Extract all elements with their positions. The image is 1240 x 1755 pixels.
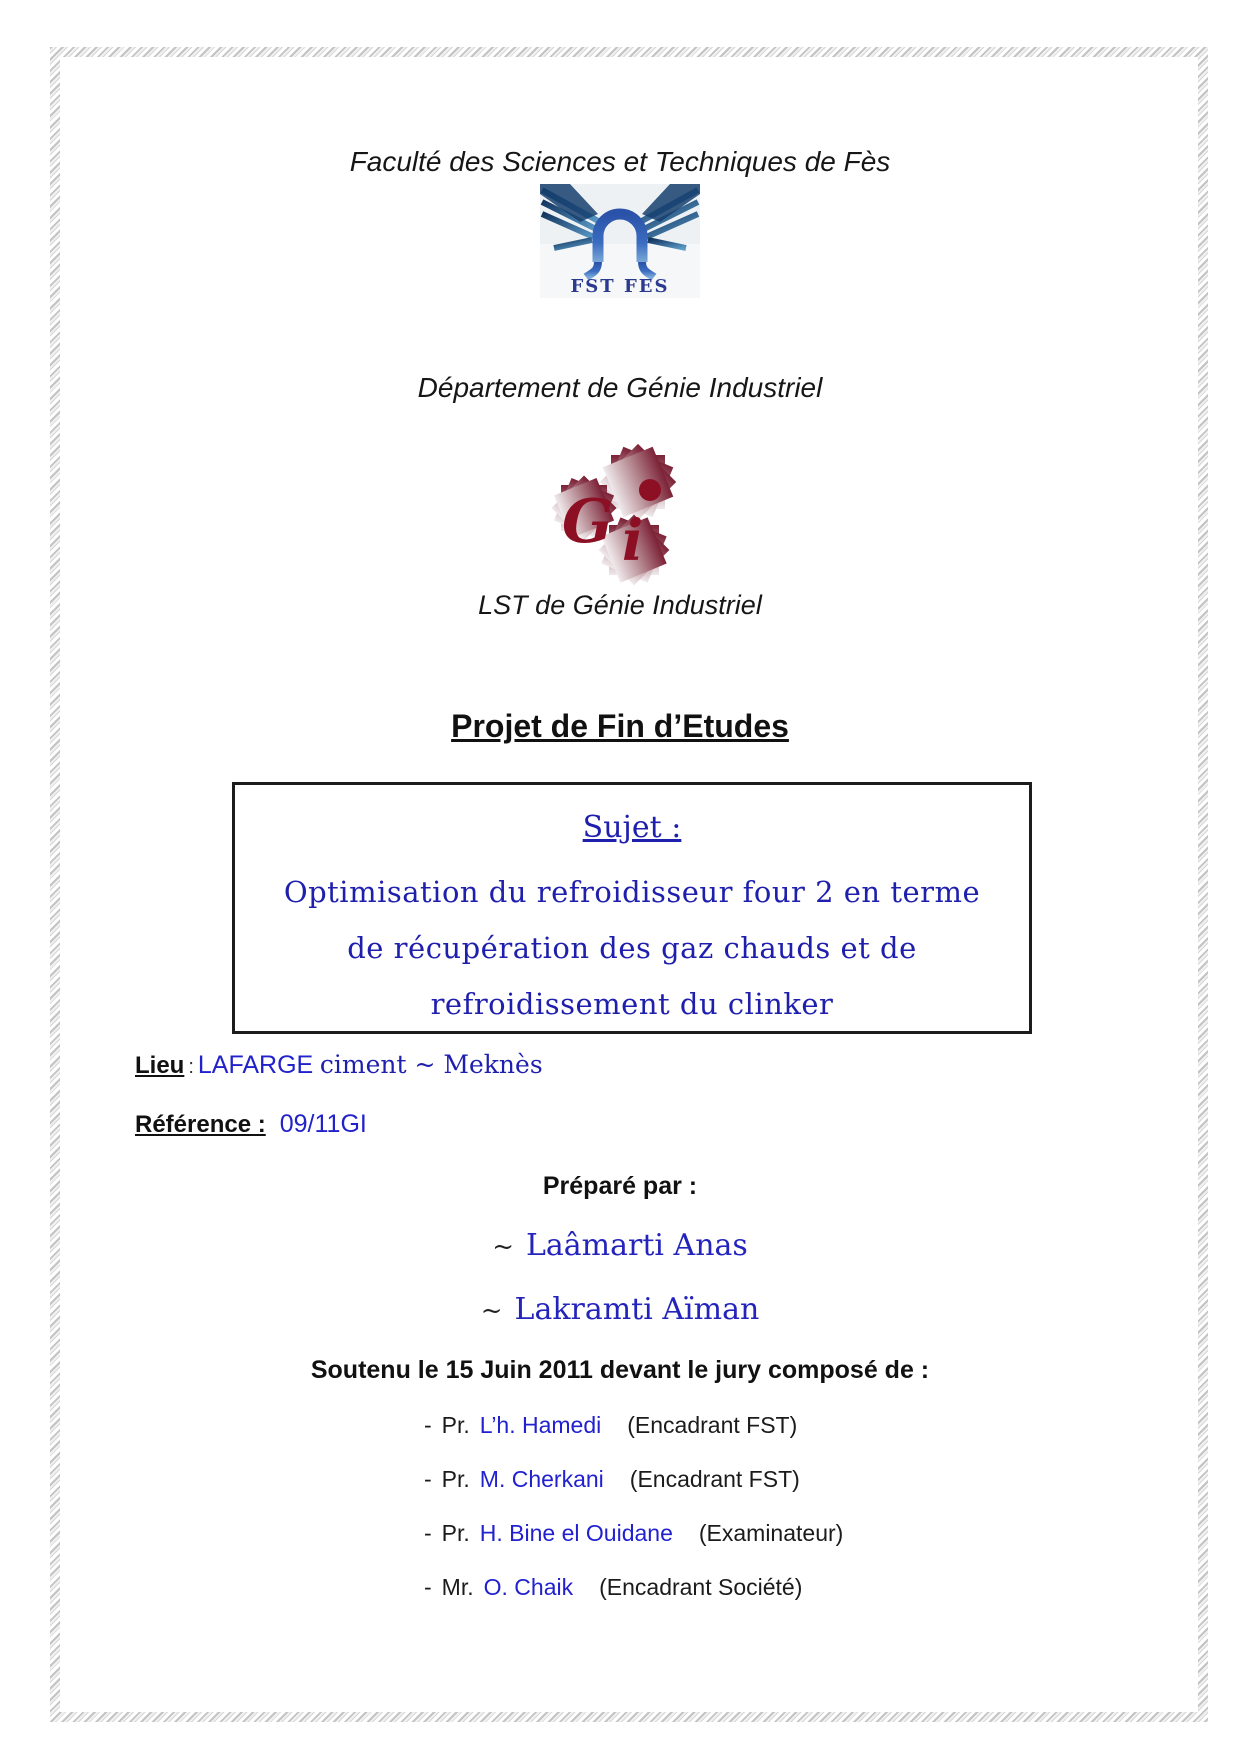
jury-member-1-name: L’h. Hamedi xyxy=(479,1412,602,1438)
jury-member-2-role: (Encadrant FST) xyxy=(629,1466,800,1492)
jury-member-3-name: H. Bine el Ouidane xyxy=(479,1520,673,1546)
author-2-bullet: ~ xyxy=(480,1296,503,1326)
prepared-by-label: Préparé par : xyxy=(542,1172,698,1200)
location-line xyxy=(135,1050,543,1080)
reference-label: Référence : xyxy=(135,1111,266,1138)
author-1 xyxy=(0,1228,1240,1263)
jury-member-4-title: Mr. xyxy=(441,1574,474,1600)
subject-label: Sujet : xyxy=(582,810,682,845)
gi-logo-icon xyxy=(548,438,688,586)
program-title: LST de Génie Industriel xyxy=(478,590,762,620)
fst-logo-text: FST FES xyxy=(570,276,670,297)
jury-member-3-role: (Examinateur) xyxy=(698,1520,844,1546)
jury-member-2-name: M. Cherkani xyxy=(479,1466,604,1492)
jury-member-2-title: Pr. xyxy=(441,1466,470,1492)
subject-line-2: de récupération des gaz chauds et de xyxy=(347,931,917,965)
jury-member-2 xyxy=(424,1466,843,1520)
location-label: Lieu xyxy=(135,1052,185,1079)
faculty-title: Faculté des Sciences et Techniques de Fès xyxy=(349,146,891,177)
reference-line xyxy=(135,1110,367,1139)
gi-letter-i-dot xyxy=(639,479,661,501)
fst-fes-logo-icon xyxy=(540,184,700,298)
jury-member-3-dash: - xyxy=(424,1520,432,1546)
jury-member-1-title: Pr. xyxy=(441,1412,470,1438)
author-1-name: Laâmarti Anas xyxy=(525,1228,748,1263)
fst-fes-logo xyxy=(540,184,700,303)
jury-member-2-dash: - xyxy=(424,1466,432,1492)
department-title: Département de Génie Industriel xyxy=(417,372,823,403)
gi-logo xyxy=(548,438,688,591)
subject-line-1: Optimisation du refroidisseur four 2 en terme xyxy=(283,875,981,909)
jury-member-4-name: O. Chaik xyxy=(483,1574,574,1600)
jury-member-4-role: (Encadrant Société) xyxy=(599,1574,803,1600)
subject-box xyxy=(232,782,1032,1034)
location-colon: : xyxy=(188,1056,194,1078)
location-detail: ciment ~ Meknès xyxy=(319,1050,543,1079)
jury-intro: Soutenu le 15 Juin 2011 devant le jury composé de : xyxy=(310,1356,930,1384)
author-2-name: Lakramti Aïman xyxy=(514,1292,760,1327)
gi-letter-i: i xyxy=(622,508,644,574)
author-2 xyxy=(0,1292,1240,1327)
jury-member-4-dash: - xyxy=(424,1574,432,1600)
reference-value: 09/11GI xyxy=(279,1110,367,1138)
subject-line-3: refroidissement du clinker xyxy=(430,987,834,1021)
jury-member-1 xyxy=(424,1412,843,1466)
jury-member-1-role: (Encadrant FST) xyxy=(627,1412,798,1438)
jury-member-3 xyxy=(424,1520,843,1574)
document-title: Projet de Fin d’Etudes xyxy=(451,708,789,744)
location-company: LAFARGE xyxy=(197,1051,314,1079)
jury-member-1-dash: - xyxy=(424,1412,432,1438)
jury-member-4 xyxy=(424,1574,843,1628)
gi-letter-g: G xyxy=(562,487,614,557)
jury-member-3-title: Pr. xyxy=(441,1520,470,1546)
author-1-bullet: ~ xyxy=(492,1232,514,1262)
jury-list xyxy=(424,1412,843,1628)
